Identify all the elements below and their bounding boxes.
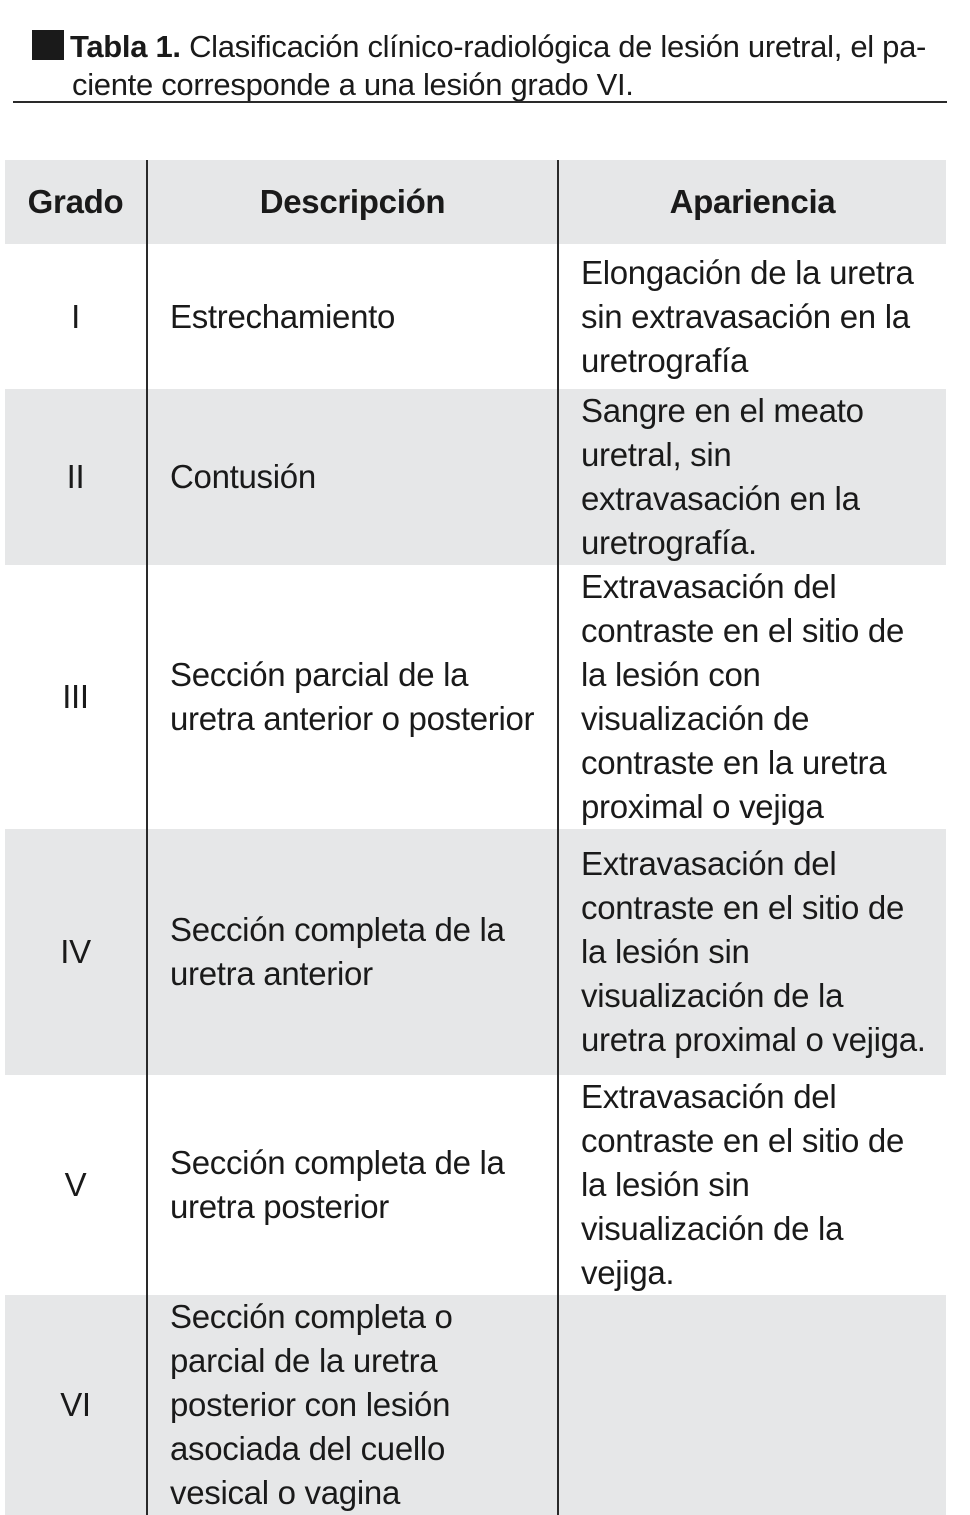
description-cell: Sección completa de la uretra posterior: [147, 1075, 558, 1295]
grade-cell: II: [66, 458, 85, 495]
classification-table: [5, 160, 946, 1515]
grade-cell: III: [62, 678, 89, 715]
caption-text-line-1: Clasificación clínico-radiológica de lesión uretral, el pa-: [189, 29, 927, 64]
caption-label: Tabla 1.: [70, 29, 181, 64]
caption-text-line-2: ciente corresponde a una lesión grado VI.: [72, 67, 634, 102]
appearance-cell: Extravasación del contraste en el sitio de la lesión sin visualización de la vejiga.: [558, 1075, 946, 1295]
appearance-cell: Extravasación del contraste en el sitio de la lesión sin visualización de la uretra proximal o vejiga.: [558, 829, 946, 1075]
grade-cell: I: [71, 297, 80, 335]
caption-square-marker: [32, 30, 64, 60]
table-caption: [32, 28, 948, 104]
table-row: [5, 829, 946, 1075]
table-row: [5, 565, 946, 829]
appearance-cell: [558, 1295, 946, 1515]
table-row: [5, 244, 946, 389]
header-grade: Grado: [27, 183, 124, 220]
appearance-cell: Sangre en el meato uretral, sin extravasación en la uretrografía.: [558, 389, 946, 565]
caption-line-1: [32, 28, 948, 66]
table-header-row: [5, 160, 946, 244]
description-cell: Estrechamiento: [147, 244, 558, 389]
table-row: [5, 1295, 946, 1515]
description-cell: Sección parcial de la uretra anterior o posterior: [147, 565, 558, 829]
table-row: [5, 1075, 946, 1295]
grade-cell: VI: [60, 1386, 91, 1423]
header-appearance: Apariencia: [558, 160, 946, 244]
table-row: [5, 389, 946, 565]
appearance-cell: Elongación de la uretra sin extravasación en la uretrografía: [558, 244, 946, 389]
description-cell: Sección completa o parcial de la uretra posterior con lesión asociada del cuello vesical o vagina: [147, 1295, 558, 1515]
grade-cell: IV: [60, 933, 91, 970]
caption-divider: [13, 101, 947, 103]
description-cell: Contusión: [147, 389, 558, 565]
grade-cell: V: [64, 1166, 87, 1203]
description-cell: Sección completa de la uretra anterior: [147, 829, 558, 1075]
header-description: Descripción: [147, 160, 558, 244]
appearance-cell: Extravasación del contraste en el sitio de la lesión con visualización de contraste en la uretra proximal o vejiga: [558, 565, 946, 829]
